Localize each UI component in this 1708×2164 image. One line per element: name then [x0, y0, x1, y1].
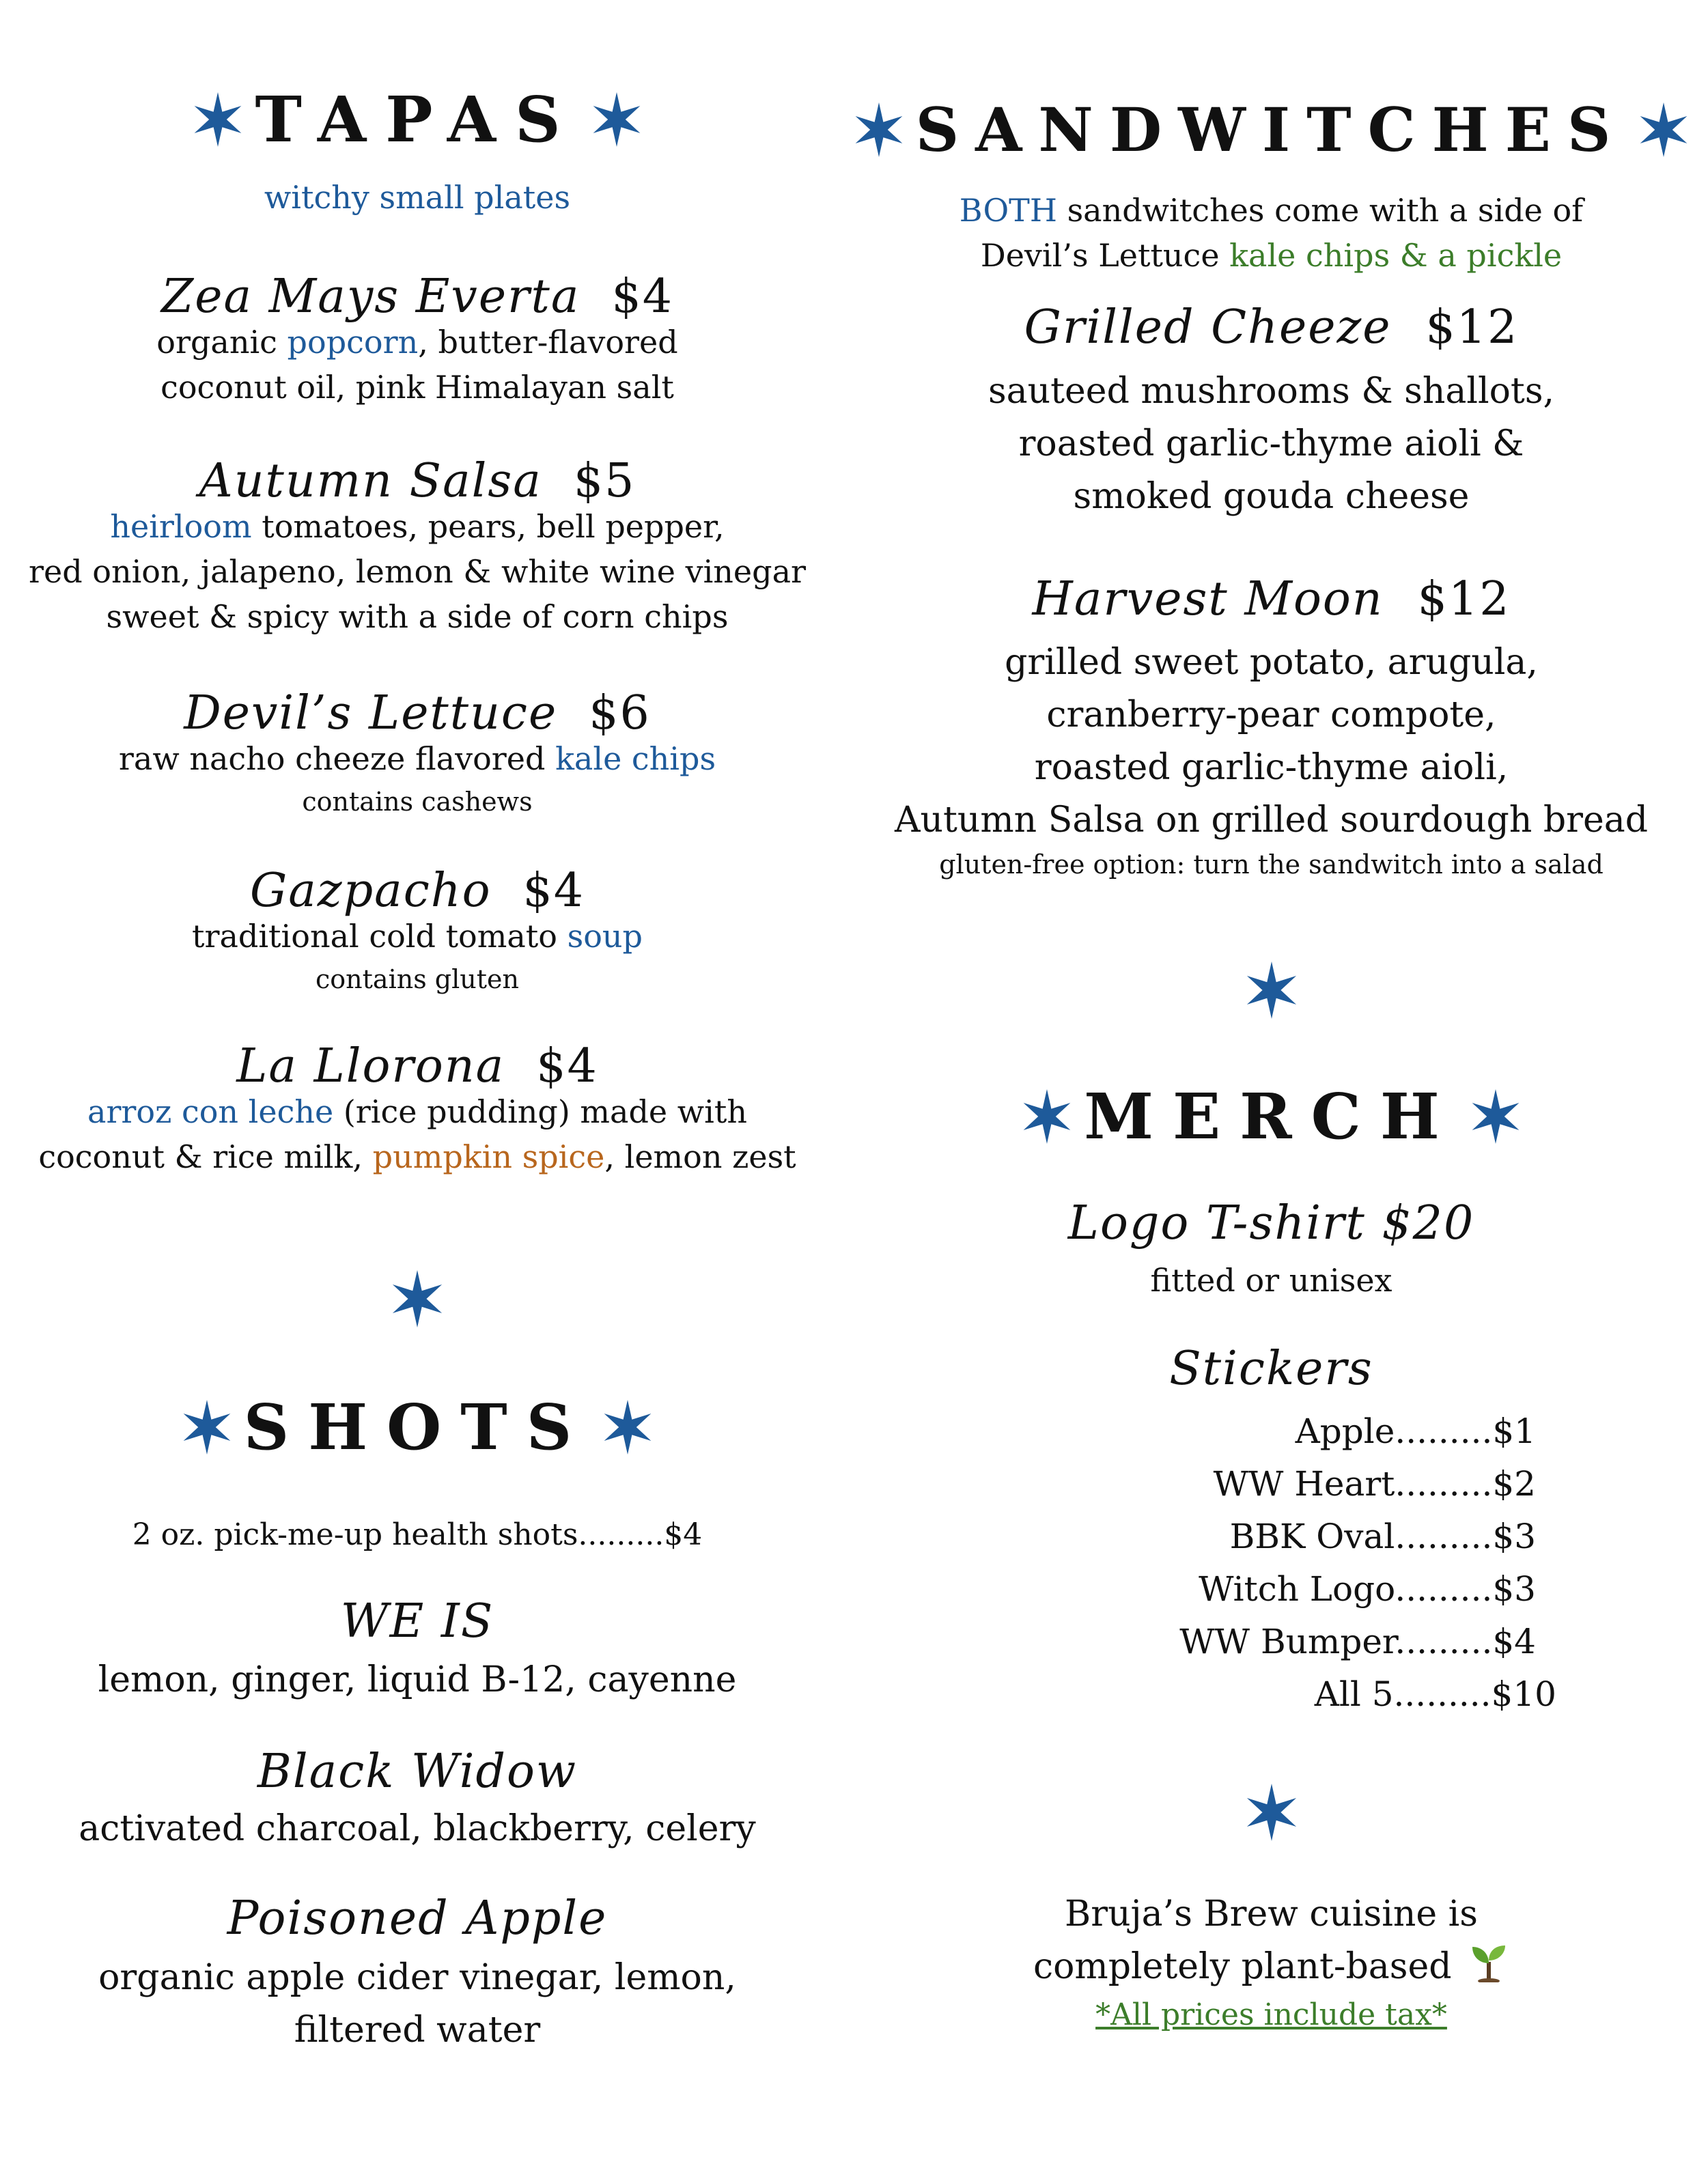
tax-note	[835, 1997, 1708, 2032]
tapas-item-note: contains cashews	[302, 787, 533, 817]
divider-star-icon	[0, 1270, 835, 1330]
shots-intro: 2 oz. pick-me-up health shots.........$4	[132, 1517, 703, 1552]
sandwitch-note: gluten-free option: turn the sandwitch into a salad	[939, 849, 1604, 880]
shot-desc: lemon, ginger, liquid B-12, cayenne	[98, 1659, 737, 1700]
footer-line2	[835, 1941, 1708, 1997]
sandwitch-name	[835, 300, 1708, 354]
tax-note-text: *All prices include tax*	[1095, 1997, 1447, 2032]
sandwitch-desc: sauteed mushrooms & shallots,	[988, 371, 1555, 412]
shot-desc: organic apple cider vinegar, lemon,	[98, 1957, 736, 1998]
shot-name: Poisoned Apple	[227, 1892, 608, 1945]
tapas-item-note: contains gluten	[316, 964, 519, 994]
sandwitches-intro-line1: BOTH sandwitches come with a side of	[959, 192, 1584, 229]
highlight-text: pumpkin spice	[372, 1138, 605, 1175]
merch-header	[835, 1079, 1708, 1154]
star-icon	[589, 92, 644, 147]
tapas-item-name	[0, 454, 835, 508]
star-icon	[1020, 1089, 1074, 1144]
sprout-icon	[1468, 1941, 1509, 1997]
sandwitch-name-text: Harvest Moon	[1032, 572, 1384, 626]
tapas-item-name-text: Zea Mays Everta	[161, 270, 580, 324]
highlight-text: soup	[567, 918, 643, 955]
tapas-item-price: $6	[589, 686, 651, 740]
merch-title: MERCH	[1084, 1080, 1459, 1153]
sticker-item: Witch Logo.........$3	[1199, 1569, 1536, 1609]
sandwitches-intro-line2: Devil’s Lettuce kale chips & a pickle	[980, 237, 1563, 274]
sandwitch-desc: roasted garlic-thyme aioli,	[1034, 747, 1509, 788]
star-icon	[1636, 102, 1691, 157]
tapas-item-name-text: La Llorona	[236, 1039, 505, 1093]
tshirt-name: Logo T-shirt $20	[1067, 1196, 1475, 1250]
shot-name: WE IS	[340, 1594, 494, 1648]
tapas-item-desc: sweet & spicy with a side of corn chips	[106, 598, 729, 635]
highlight-text: BOTH	[959, 192, 1057, 229]
sandwitch-price: $12	[1417, 572, 1511, 626]
tapas-item-price: $4	[536, 1039, 598, 1093]
tapas-item-desc: red onion, jalapeno, lemon & white wine vinegar	[28, 553, 806, 590]
divider-star-icon	[835, 961, 1708, 1022]
sandwitch-desc: grilled sweet potato, arugula,	[1005, 642, 1538, 683]
tapas-item-desc: arroz con leche (rice pudding) made with	[87, 1093, 747, 1130]
sandwitches-title: SANDWITCHES	[915, 94, 1627, 165]
star-icon	[180, 1400, 234, 1455]
tapas-item-desc: coconut oil, pink Himalayan salt	[160, 369, 674, 406]
tapas-item-name	[0, 270, 835, 324]
tapas-item-name-text: Devil’s Lettuce	[184, 686, 558, 740]
tapas-item-desc: raw nacho cheeze flavored kale chips	[118, 740, 716, 777]
tapas-item-name	[0, 686, 835, 740]
tapas-title: TAPAS	[255, 83, 580, 156]
tapas-item-name	[0, 1039, 835, 1093]
star-icon	[600, 1400, 655, 1455]
tapas-item-desc: heirloom tomatoes, pears, bell pepper,	[110, 508, 725, 545]
footer-line2-text: completely plant-based	[1033, 1946, 1452, 1987]
tapas-item-desc: organic popcorn, butter-flavored	[156, 324, 678, 361]
sticker-item: WW Bumper.........$4	[1179, 1622, 1536, 1661]
tapas-item-price: $4	[522, 864, 585, 918]
sandwitch-desc: cranberry-pear compote,	[1046, 694, 1496, 735]
highlight-text: kale chips	[555, 740, 716, 777]
tapas-item-desc: traditional cold tomato soup	[192, 918, 643, 955]
highlight-text: popcorn	[287, 324, 419, 361]
star-icon	[1468, 1089, 1523, 1144]
tapas-item-name-text: Gazpacho	[249, 864, 492, 918]
tapas-header	[0, 82, 835, 157]
highlight-text: arroz con leche	[87, 1093, 334, 1130]
highlight-text: kale chips & a pickle	[1229, 237, 1563, 274]
sticker-item: All 5.........$10	[1314, 1674, 1556, 1714]
sandwitches-header	[835, 92, 1708, 167]
shots-title: SHOTS	[243, 1390, 591, 1464]
sandwitch-price: $12	[1425, 300, 1519, 354]
highlight-text: heirloom	[110, 508, 252, 545]
sandwitch-desc: Autumn Salsa on grilled sourdough bread	[894, 800, 1649, 841]
tshirt-desc: fitted or unisex	[1150, 1262, 1392, 1299]
footer-line1: Bruja’s Brew cuisine is	[1065, 1894, 1478, 1935]
shots-header	[0, 1390, 835, 1465]
right-column	[835, 0, 1708, 2164]
tapas-item-name-text: Autumn Salsa	[199, 454, 542, 508]
sticker-item: BBK Oval.........$3	[1229, 1517, 1536, 1556]
sandwitch-name	[835, 572, 1708, 626]
star-icon	[852, 102, 906, 157]
shot-desc: filtered water	[294, 2010, 541, 2051]
sticker-item: WW Heart.........$2	[1213, 1464, 1536, 1504]
divider-star-icon	[835, 1784, 1708, 1844]
shot-desc: activated charcoal, blackberry, celery	[79, 1808, 756, 1849]
stickers-list	[835, 1405, 1708, 1733]
sandwitch-desc: roasted garlic-thyme aioli &	[1018, 423, 1524, 464]
shot-name: Black Widow	[257, 1745, 578, 1799]
left-column	[0, 0, 835, 2164]
star-icon	[191, 92, 245, 147]
tapas-item-price: $4	[611, 270, 673, 324]
tapas-item-price: $5	[573, 454, 636, 508]
sandwitch-name-text: Grilled Cheeze	[1024, 300, 1392, 354]
tapas-item-desc: coconut & rice milk, pumpkin spice, lemon zest	[38, 1138, 796, 1175]
tapas-item-name	[0, 864, 835, 918]
tapas-subtitle: witchy small plates	[264, 179, 571, 216]
sandwitch-desc: smoked gouda cheese	[1073, 476, 1470, 517]
sticker-item: Apple.........$1	[1295, 1411, 1536, 1451]
stickers-title: Stickers	[1169, 1342, 1373, 1396]
